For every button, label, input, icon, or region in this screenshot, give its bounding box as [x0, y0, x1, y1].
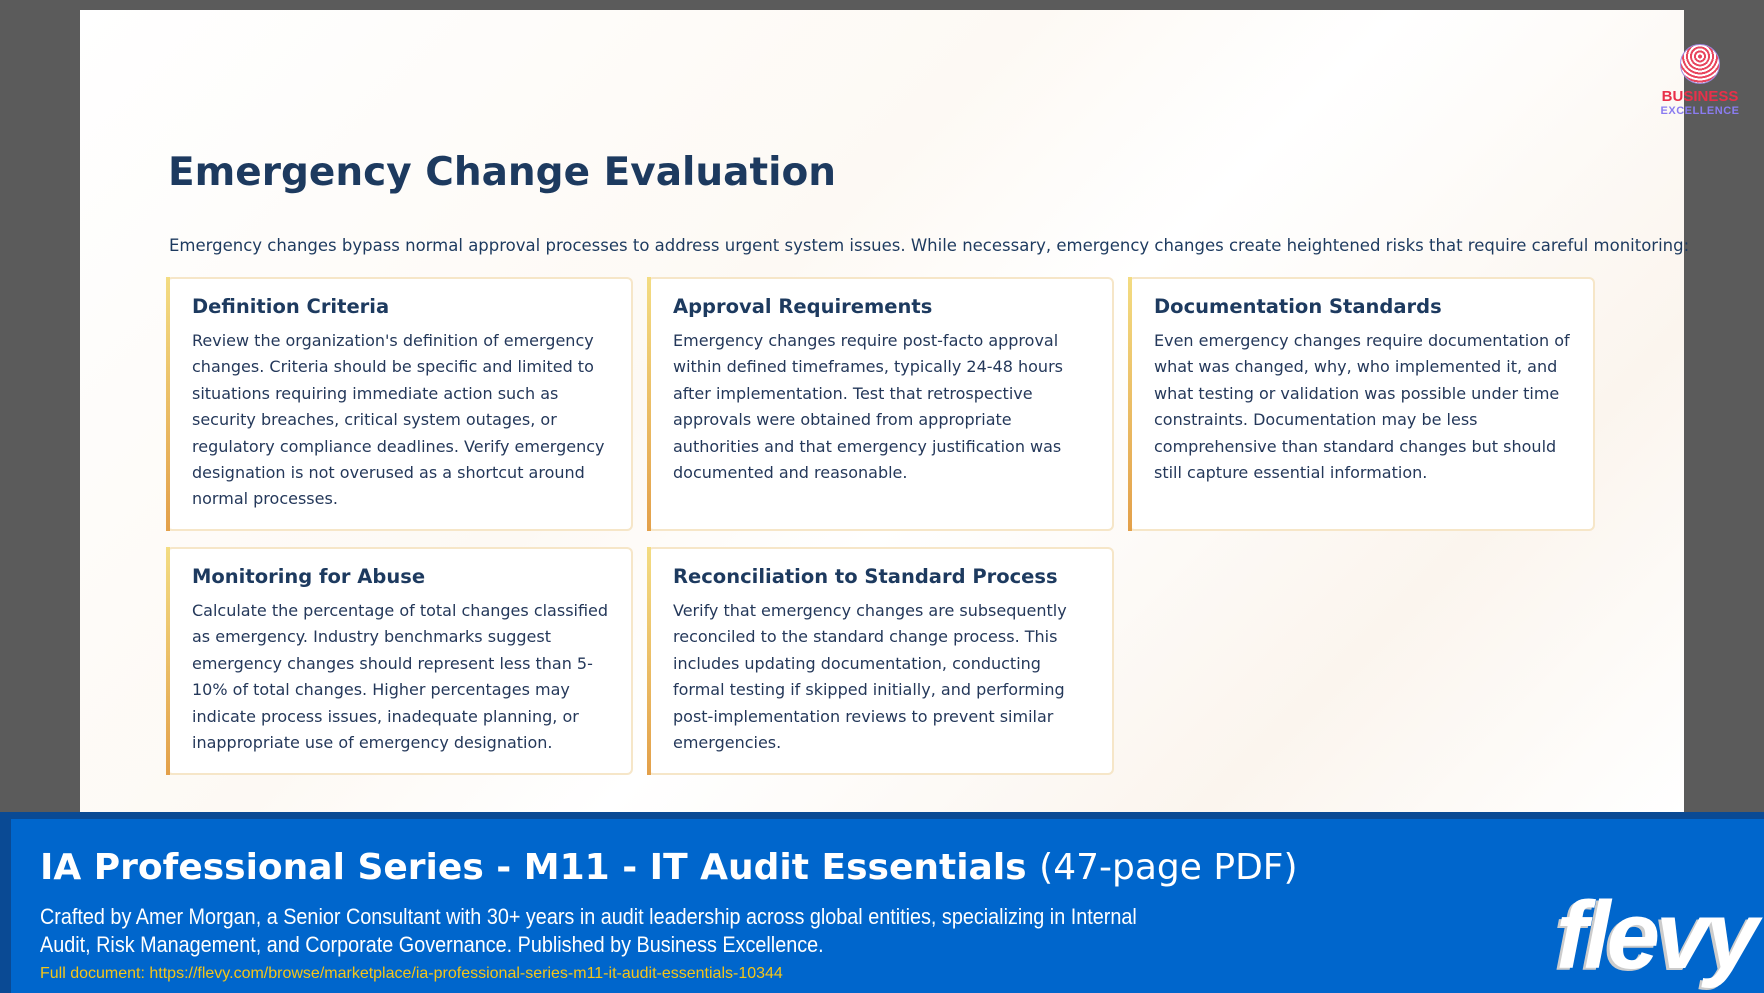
card-body: Emergency changes require post-facto approval within defined timeframes, typically 24-48 hours after implementation. Test that retrospective approvals were obtained from appropriate authorities and that emergency justification was documented and reasonable. — [673, 331, 1063, 483]
page-title: Emergency Change Evaluation — [168, 150, 837, 195]
card-title: Documentation Standards — [1154, 295, 1442, 318]
document-title — [40, 847, 1298, 888]
card-title: Definition Criteria — [192, 295, 390, 318]
card-body: Calculate the percentage of total changes classified as emergency. Industry benchmarks suggest emergency changes should represent less than 5-10% of total changes. Higher percentages may indicate process issues, inadequate planning, or inappropriate use of emergency designation. — [192, 601, 609, 753]
document-description: Crafted by Amer Morgan, a Senior Consultant with 30+ years in audit leadership across global entities, specializing in Internal Audit, Risk Management, and Corporate Governance. Published by Business Excellence. — [40, 904, 1137, 957]
card-title: Reconciliation to Standard Process — [673, 565, 1058, 588]
card-body: Review the organization's definition of emergency changes. Criteria should be specific and limited to situations requiring immediate action such as security breaches, critical system outages, or regulatory compliance deadlines. Verify emergency designation is not overused as a shortcut around normal processes. — [192, 331, 605, 509]
business-excellence-logo — [1660, 44, 1740, 117]
card-definition-criteria — [166, 277, 633, 531]
logo-line2: EXCELLENCE — [1660, 105, 1740, 117]
card-approval-requirements — [647, 277, 1114, 531]
card-title: Approval Requirements — [673, 295, 933, 318]
card-monitoring-for-abuse — [166, 547, 633, 775]
footer-banner — [0, 812, 1764, 993]
card-documentation-standards — [1128, 277, 1595, 531]
flevy-logo[interactable]: flevy — [1556, 882, 1755, 989]
card-body: Even emergency changes require documentation of what was changed, why, who implemented it, and what testing or validation was possible under time constraints. Documentation may be less comprehensive than standard changes but should still capture essential information. — [1154, 331, 1570, 483]
card-title: Monitoring for Abuse — [192, 565, 426, 588]
card-body: Verify that emergency changes are subsequently reconciled to the standard change process. This includes updating documentation, conducting formal testing if skipped initially, and performing post-implementation reviews to prevent similar emergencies. — [673, 601, 1067, 753]
intro-text: Emergency changes bypass normal approval processes to address urgent system issues. While necessary, emergency changes create heightened risks that require careful monitoring: — [169, 236, 1690, 255]
page-count: (47-page PDF) — [1039, 847, 1298, 888]
document-title-text: IA Professional Series - M11 - IT Audit Essentials — [40, 847, 1027, 888]
card-reconciliation — [647, 547, 1114, 775]
globe-icon — [1680, 44, 1720, 84]
logo-line1: BUSINESS — [1661, 88, 1739, 105]
document-link[interactable]: Full document: https://flevy.com/browse/marketplace/ia-professional-series-m11-it-audit-essentials-10344 — [40, 965, 783, 982]
